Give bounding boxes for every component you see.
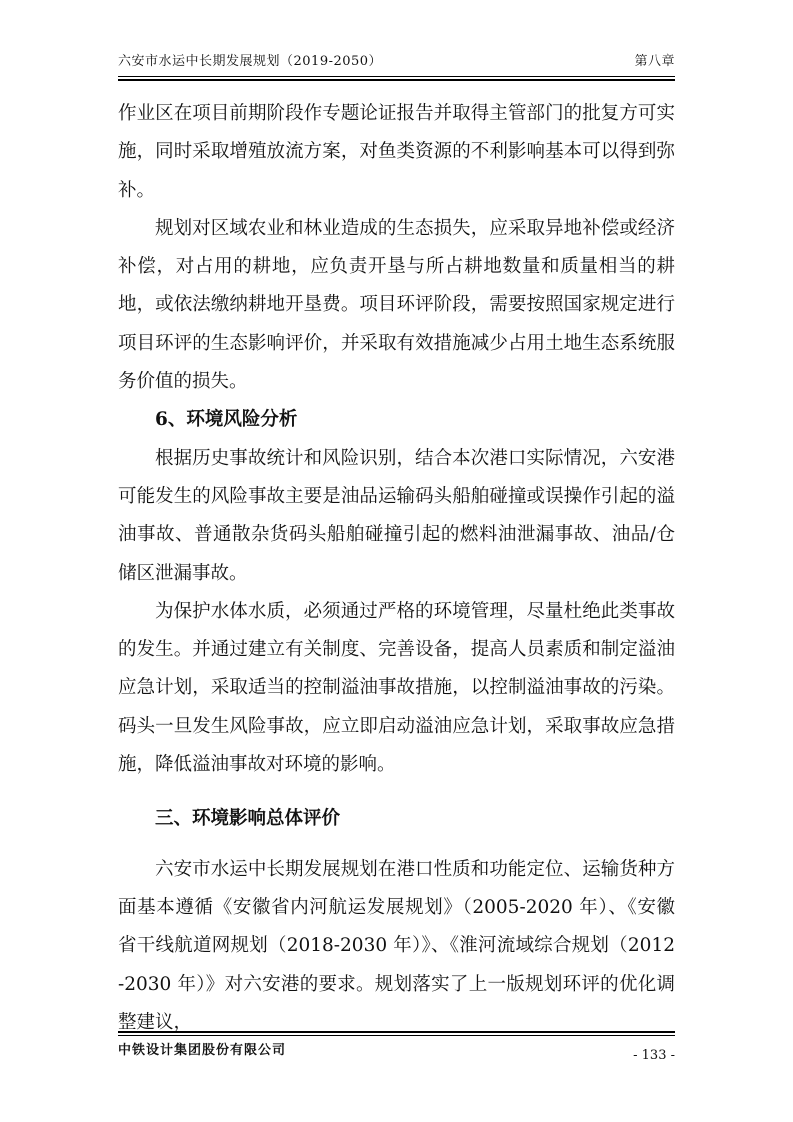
page-number: - 133 - [633, 1048, 675, 1063]
chapter-label: 第八章 [634, 54, 675, 69]
section-heading-risk-analysis: 6、环境风险分析 [155, 409, 298, 431]
header-divider [118, 76, 675, 77]
paragraph-risk-measures: 为保护水体水质，必须通过严格的环境管理，尽量杜绝此类事故的发生。并通过建立有关制度、完善设备，提高人员素质和制定溢油应急计划，采取适当的控制溢油事故措施，以控制溢油事故的污染。码头一旦发生风险事故，应立即启动溢油应急计划，采取事故应急措施，降低溢油事故对环境的影响。 [118, 600, 675, 776]
company-name: 中铁设计集团股份有限公司 [118, 1043, 287, 1058]
footer-divider [118, 1035, 675, 1036]
paragraph-overall-evaluation: 六安市水运中长期发展规划在港口性质和功能定位、运输货种方面基本遵循《安徽省内河航运发展规划》（2005-2020 年）、《安徽省干线航道网规划（2018-2030 年）》、《淮河流域综合规划（2012-2030 年）》对六安港的要求。规划落实了上一版规划环评的优化调整建议， [118, 858, 675, 1033]
section-heading-overall-evaluation: 三、环境影响总体评价 [155, 808, 341, 830]
page-body [118, 95, 675, 1042]
document-title: 六安市水运中长期发展规划（2019-2050） [118, 54, 383, 69]
paragraph-continuation: 作业区在项目前期阶段作专题论证报告并取得主管部门的批复方可实施，同时采取增殖放流方案，对鱼类资源的不利影响基本可以得到弥补。 [118, 103, 675, 201]
paragraph-ecological-compensation: 规划对区域农业和林业造成的生态损失，应采取异地补偿或经济补偿，对占用的耕地，应负责开垦与所占耕地数量和质量相当的耕地，或依法缴纳耕地开垦费。项目环评阶段，需要按照国家规定进行项目环评的生态影响评价，并采取有效措施减少占用土地生态系统服务价值的损失。 [118, 217, 675, 393]
header-divider-thick [118, 79, 675, 81]
footer-divider-thick [118, 1031, 675, 1033]
paragraph-risk-identification: 根据历史事故统计和风险识别，结合本次港口实际情况，六安港可能发生的风险事故主要是油品运输码头船舶碰撞或误操作引起的溢油事故、普通散杂货码头船舶碰撞引起的燃料油泄漏事故、油品/仓储区泄漏事故。 [118, 447, 675, 584]
page-header [118, 50, 675, 75]
